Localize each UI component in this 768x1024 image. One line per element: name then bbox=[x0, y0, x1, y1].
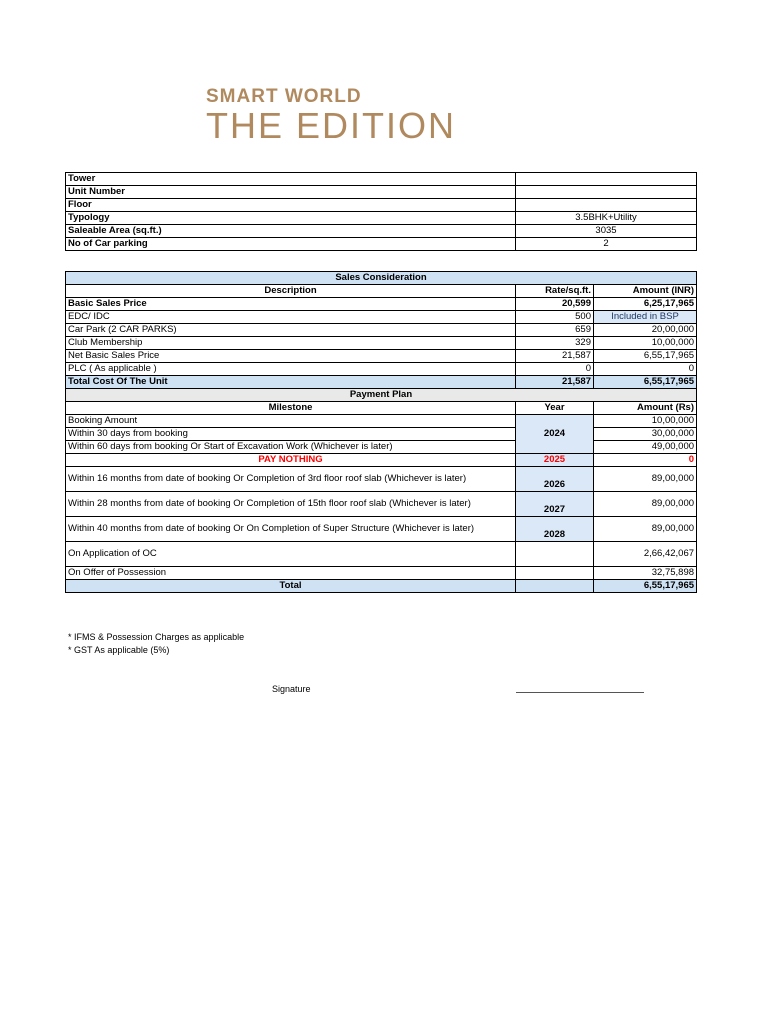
unit-info-value bbox=[516, 199, 697, 212]
sales-row bbox=[66, 311, 697, 324]
sales-amount: 6,25,17,965 bbox=[594, 298, 697, 311]
col-amount: Amount (INR) bbox=[594, 285, 697, 298]
unit-info-value: 3035 bbox=[516, 225, 697, 238]
total-desc: Total Cost Of The Unit bbox=[66, 376, 516, 389]
unit-info-value: 3.5BHK+Utility bbox=[516, 212, 697, 225]
sales-desc: Car Park (2 CAR PARKS) bbox=[66, 324, 516, 337]
unit-info-label: Floor bbox=[66, 199, 516, 212]
unit-info-label: Saleable Area (sq.ft.) bbox=[66, 225, 516, 238]
unit-info-row bbox=[66, 238, 697, 251]
unit-info-row bbox=[66, 199, 697, 212]
milestone: Within 40 months from date of booking Or On Completion of Super Structure (Whichever is later) bbox=[66, 517, 516, 542]
year-cell: 2028 bbox=[516, 517, 594, 542]
milestone: Within 16 months from date of booking Or Completion of 3rd floor roof slab (Whichever is later) bbox=[66, 467, 516, 492]
sales-payment-table bbox=[65, 271, 697, 593]
unit-info-label: Tower bbox=[66, 173, 516, 186]
sales-title-row bbox=[66, 272, 697, 285]
footnotes bbox=[68, 631, 244, 657]
unit-info-value bbox=[516, 173, 697, 186]
milestone: Booking Amount bbox=[66, 415, 516, 428]
footnote: * IFMS & Possession Charges as applicable bbox=[68, 632, 245, 642]
year-cell: 2025 bbox=[516, 454, 594, 467]
year-cell: 2027 bbox=[516, 492, 594, 517]
sales-rate: 659 bbox=[516, 324, 594, 337]
unit-info-row bbox=[66, 225, 697, 238]
unit-info-row bbox=[66, 212, 697, 225]
signature-label: Signature bbox=[272, 684, 311, 694]
sales-desc: EDC/ IDC bbox=[66, 311, 516, 324]
sales-rate: 20,599 bbox=[516, 298, 594, 311]
year-cell bbox=[516, 542, 594, 567]
sales-desc: Net Basic Sales Price bbox=[66, 350, 516, 363]
sales-title: Sales Consideration bbox=[66, 272, 697, 285]
payment-amount: 10,00,000 bbox=[594, 415, 697, 428]
payment-amount: 32,75,898 bbox=[594, 567, 697, 580]
sales-amount: 6,55,17,965 bbox=[594, 350, 697, 363]
col-year: Year bbox=[516, 402, 594, 415]
unit-info-label: Unit Number bbox=[66, 186, 516, 199]
milestone: On Application of OC bbox=[66, 542, 516, 567]
payment-total-row bbox=[66, 580, 697, 593]
col-description: Description bbox=[66, 285, 516, 298]
sales-desc: PLC ( As applicable ) bbox=[66, 363, 516, 376]
milestone: PAY NOTHING bbox=[66, 454, 516, 467]
sales-rate: 21,587 bbox=[516, 350, 594, 363]
footnote: * GST As applicable (5%) bbox=[68, 645, 170, 655]
sales-amount: 10,00,000 bbox=[594, 337, 697, 350]
payment-row bbox=[66, 542, 697, 567]
sales-row bbox=[66, 363, 697, 376]
milestone: Within 30 days from booking bbox=[66, 428, 516, 441]
payment-amount: 89,00,000 bbox=[594, 467, 697, 492]
sales-row bbox=[66, 350, 697, 363]
payment-total-amount: 6,55,17,965 bbox=[594, 580, 697, 593]
sales-row bbox=[66, 337, 697, 350]
signature-line[interactable] bbox=[516, 692, 644, 693]
col-amount-rs: Amount (Rs) bbox=[594, 402, 697, 415]
logo-brand-top: SMART WORLD bbox=[206, 86, 362, 107]
payment-total-label: Total bbox=[66, 580, 516, 593]
payment-row bbox=[66, 467, 697, 492]
sales-desc: Basic Sales Price bbox=[66, 298, 516, 311]
unit-info-row bbox=[66, 186, 697, 199]
unit-info-value bbox=[516, 186, 697, 199]
total-rate: 21,587 bbox=[516, 376, 594, 389]
payment-row bbox=[66, 454, 697, 467]
brand-logo bbox=[206, 86, 506, 146]
sales-desc: Club Membership bbox=[66, 337, 516, 350]
sales-amount: Included in BSP bbox=[594, 311, 697, 324]
sales-row bbox=[66, 324, 697, 337]
unit-info-row bbox=[66, 173, 697, 186]
sales-amount: 0 bbox=[594, 363, 697, 376]
payment-total-year bbox=[516, 580, 594, 593]
payment-header-row bbox=[66, 402, 697, 415]
sales-header-row bbox=[66, 285, 697, 298]
col-rate: Rate/sq.ft. bbox=[516, 285, 594, 298]
payment-title: Payment Plan bbox=[66, 389, 697, 402]
payment-amount: 89,00,000 bbox=[594, 492, 697, 517]
payment-amount: 30,00,000 bbox=[594, 428, 697, 441]
unit-info-value: 2 bbox=[516, 238, 697, 251]
payment-row bbox=[66, 415, 697, 428]
year-cell: 2026 bbox=[516, 467, 594, 492]
sales-total-row bbox=[66, 376, 697, 389]
col-milestone: Milestone bbox=[66, 402, 516, 415]
sales-rate: 0 bbox=[516, 363, 594, 376]
unit-info-table bbox=[65, 172, 697, 251]
milestone: On Offer of Possession bbox=[66, 567, 516, 580]
payment-row bbox=[66, 428, 697, 441]
unit-info-label: Typology bbox=[66, 212, 516, 225]
payment-row bbox=[66, 441, 697, 454]
payment-amount: 89,00,000 bbox=[594, 517, 697, 542]
payment-title-row bbox=[66, 389, 697, 402]
milestone: Within 28 months from date of booking Or Completion of 15th floor roof slab (Whichever is later) bbox=[66, 492, 516, 517]
payment-row bbox=[66, 567, 697, 580]
logo-brand-main: THE EDITION bbox=[206, 105, 457, 146]
sales-rate: 500 bbox=[516, 311, 594, 324]
year-cell: 2024 bbox=[516, 415, 594, 454]
payment-row bbox=[66, 517, 697, 542]
total-amount: 6,55,17,965 bbox=[594, 376, 697, 389]
payment-amount: 0 bbox=[594, 454, 697, 467]
payment-row bbox=[66, 492, 697, 517]
unit-info-label: No of Car parking bbox=[66, 238, 516, 251]
sales-row bbox=[66, 298, 697, 311]
milestone: Within 60 days from booking Or Start of Excavation Work (Whichever is later) bbox=[66, 441, 516, 454]
sales-amount: 20,00,000 bbox=[594, 324, 697, 337]
payment-amount: 2,66,42,067 bbox=[594, 542, 697, 567]
sales-rate: 329 bbox=[516, 337, 594, 350]
payment-amount: 49,00,000 bbox=[594, 441, 697, 454]
year-cell bbox=[516, 567, 594, 580]
